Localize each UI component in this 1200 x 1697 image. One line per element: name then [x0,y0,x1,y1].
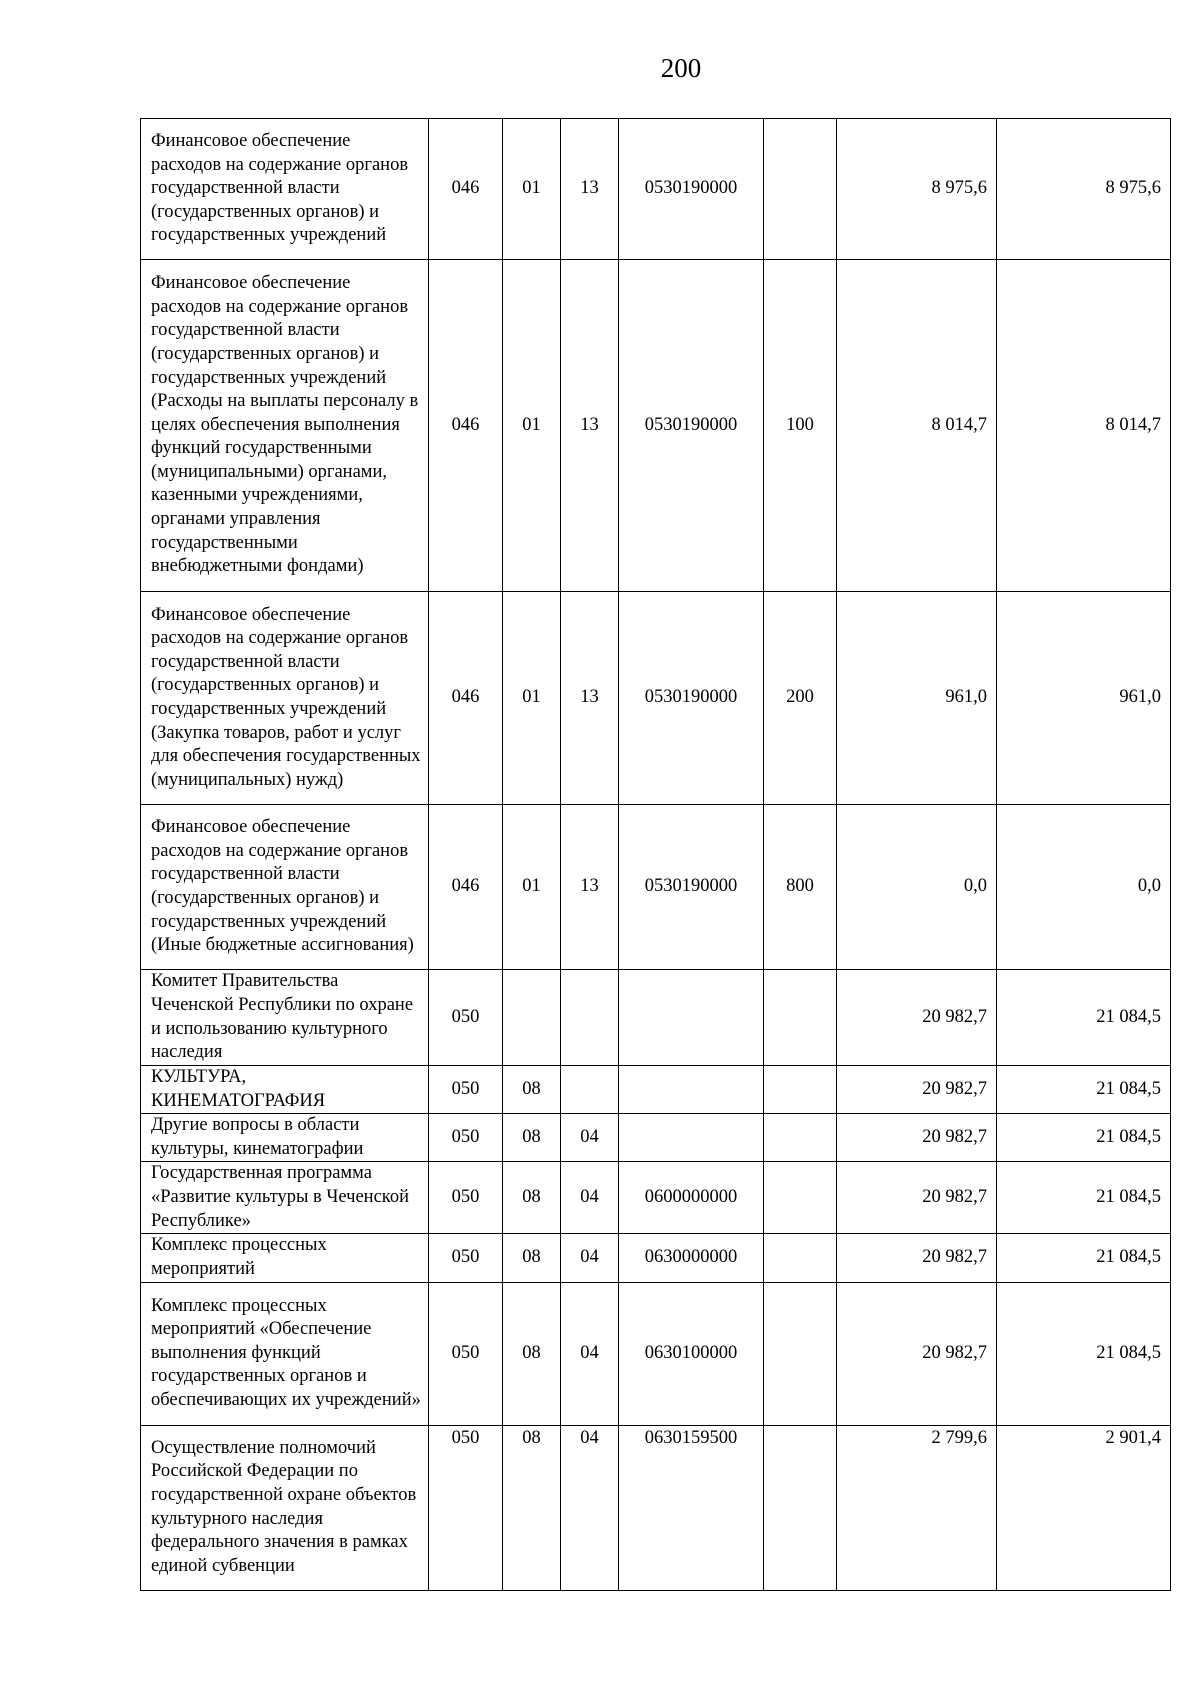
cell-sum-1: 8 975,6 [837,119,997,260]
cell-sum-2: 0,0 [997,805,1171,970]
cell-rz: 08 [503,1066,561,1114]
table-row [141,119,1171,260]
cell-sum-1: 20 982,7 [837,1066,997,1114]
cell-pr: 13 [561,592,619,805]
table-row [141,260,1171,592]
cell-rz: 08 [503,1234,561,1282]
cell-pr [561,970,619,1066]
cell-sum-2: 961,0 [997,592,1171,805]
table-row [141,1162,1171,1234]
cell-csr: 0530190000 [619,805,764,970]
cell-sum-2-text: 2 901,4 [1105,1427,1161,1448]
cell-pr: 13 [561,119,619,260]
table-row [141,970,1171,1066]
cell-ved: 050 [429,1066,503,1114]
cell-sum-1 [837,1425,997,1590]
cell-rz: 01 [503,592,561,805]
cell-sum-1: 20 982,7 [837,1114,997,1162]
cell-sum-1: 8 014,7 [837,260,997,592]
cell-vr: 200 [764,592,837,805]
cell-csr [619,1066,764,1114]
cell-sum-2: 8 975,6 [997,119,1171,260]
cell-vr [764,1282,837,1425]
table-row [141,1114,1171,1162]
cell-sum-2: 8 014,7 [997,260,1171,592]
row-name: Комплекс процессных мероприятий «Обеспечение выполнения функций государственных органов и обеспечивающих их учреждений» [141,1282,429,1425]
table-row [141,1425,1171,1590]
table-row [141,805,1171,970]
row-name: Государственная программа «Развитие культуры в Чеченской Республике» [141,1162,429,1234]
cell-csr: 0630100000 [619,1282,764,1425]
cell-sum-1: 20 982,7 [837,1282,997,1425]
cell-ved: 050 [429,1162,503,1234]
cell-rz: 08 [503,1114,561,1162]
cell-ved: 050 [429,1114,503,1162]
table-row [141,1282,1171,1425]
cell-vr: 100 [764,260,837,592]
cell-vr: 800 [764,805,837,970]
cell-sum-1: 20 982,7 [837,1162,997,1234]
cell-sum-2 [997,1425,1171,1590]
cell-pr: 13 [561,805,619,970]
cell-ved: 050 [429,1234,503,1282]
table-row [141,1234,1171,1282]
cell-pr-text: 04 [580,1427,599,1448]
cell-sum-2: 21 084,5 [997,1234,1171,1282]
cell-pr: 04 [561,1162,619,1234]
cell-sum-2: 21 084,5 [997,1066,1171,1114]
cell-vr [764,1234,837,1282]
cell-pr: 04 [561,1234,619,1282]
row-name: Комплекс процессных мероприятий [141,1234,429,1282]
page-number: 200 [660,53,702,83]
cell-sum-1: 0,0 [837,805,997,970]
table-row [141,1066,1171,1114]
cell-rz: 08 [503,1282,561,1425]
cell-sum-1: 20 982,7 [837,1234,997,1282]
cell-rz: 08 [503,1162,561,1234]
cell-rz [503,970,561,1066]
cell-pr: 04 [561,1114,619,1162]
cell-csr: 0630000000 [619,1234,764,1282]
cell-sum-2: 21 084,5 [997,1162,1171,1234]
cell-rz: 01 [503,805,561,970]
cell-pr [561,1066,619,1114]
row-name: КУЛЬТУРА, КИНЕМАТОГРАФИЯ [141,1066,429,1114]
cell-csr: 0530190000 [619,119,764,260]
cell-vr [764,1425,837,1590]
cell-sum-1: 961,0 [837,592,997,805]
cell-vr [764,970,837,1066]
cell-sum-1: 20 982,7 [837,970,997,1066]
cell-ved: 046 [429,805,503,970]
cell-vr [764,1162,837,1234]
cell-ved: 046 [429,119,503,260]
cell-csr: 0530190000 [619,592,764,805]
row-name: Осуществление полномочий Российской Федерации по государственной охране объектов культурного наследия федерального значения в рамках единой субвенции [141,1425,429,1590]
cell-sum-2: 21 084,5 [997,970,1171,1066]
cell-rz [503,1425,561,1590]
table-row [141,592,1171,805]
cell-rz: 01 [503,119,561,260]
cell-csr: 0600000000 [619,1162,764,1234]
cell-pr [561,1425,619,1590]
row-name: Финансовое обеспечение расходов на содержание органов государственной власти (государственных органов) и государственных учреждений (Иные бюджетные ассигнования) [141,805,429,970]
cell-sum-2: 21 084,5 [997,1114,1171,1162]
cell-ved: 046 [429,592,503,805]
cell-vr [764,1114,837,1162]
row-name: Финансовое обеспечение расходов на содержание органов государственной власти (государственных органов) и государственных учреждений (Расходы на выплаты персоналу в целях обеспечения выполнения функций государственными (муниципальными) органами, казенными учреждениями, органами управления государственными внебюджетными фондами) [141,260,429,592]
cell-ved-text: 050 [451,1427,480,1448]
cell-csr: 0530190000 [619,260,764,592]
cell-csr [619,1114,764,1162]
row-name: Другие вопросы в области культуры, кинематографии [141,1114,429,1162]
cell-csr [619,1425,764,1590]
cell-ved: 050 [429,1282,503,1425]
row-name: Комитет Правительства Чеченской Республики по охране и использованию культурного наследия [141,970,429,1066]
cell-sum-2: 21 084,5 [997,1282,1171,1425]
cell-ved: 050 [429,970,503,1066]
row-name: Финансовое обеспечение расходов на содержание органов государственной власти (государственных органов) и государственных учреждений (Закупка товаров, работ и услуг для обеспечения государственных (муниципальных) нужд) [141,592,429,805]
cell-ved: 046 [429,260,503,592]
cell-rz: 01 [503,260,561,592]
cell-vr [764,119,837,260]
row-name: Финансовое обеспечение расходов на содержание органов государственной власти (государственных органов) и государственных учреждений [141,119,429,260]
cell-csr [619,970,764,1066]
cell-pr: 04 [561,1282,619,1425]
cell-ved [429,1425,503,1590]
cell-pr: 13 [561,260,619,592]
budget-table [140,118,1171,1591]
cell-vr [764,1066,837,1114]
cell-rz-text: 08 [522,1427,541,1448]
cell-sum-1-text: 2 799,6 [931,1427,987,1448]
cell-csr-text: 0630159500 [644,1427,738,1448]
